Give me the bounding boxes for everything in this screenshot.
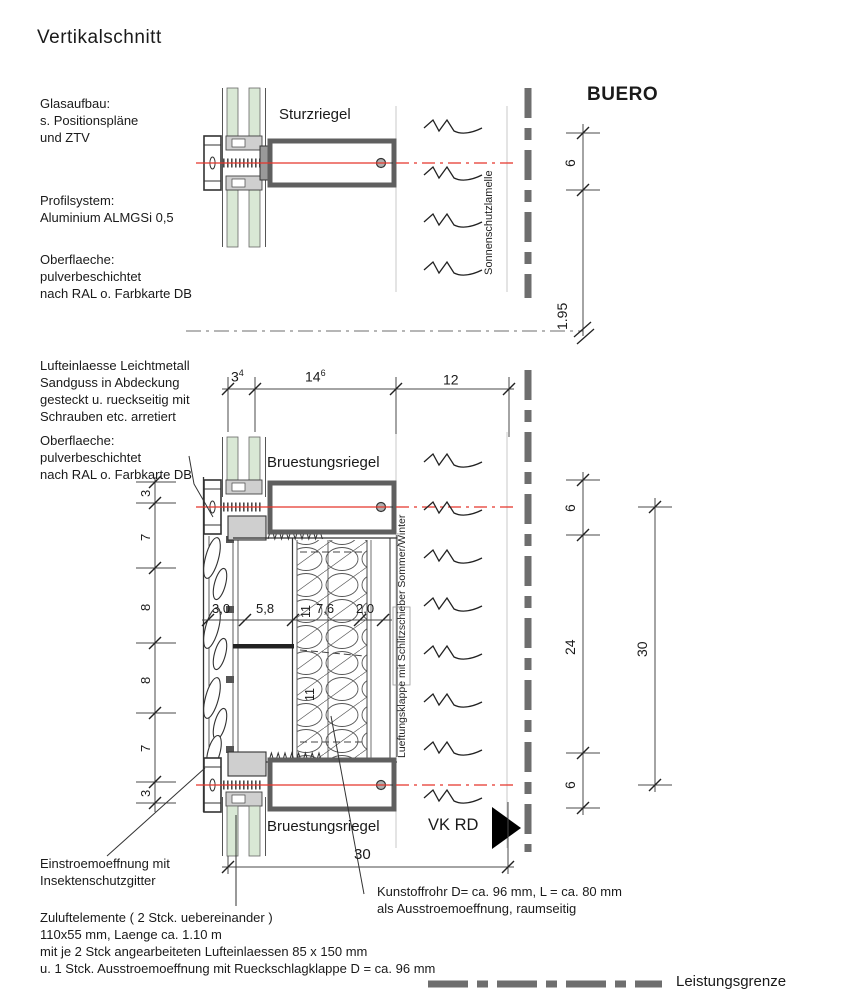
adapter-block-upper xyxy=(228,516,266,540)
dimension-right-top xyxy=(566,124,600,344)
adapter-block-lower xyxy=(228,752,266,776)
dim-left-4: 7 xyxy=(138,744,153,752)
dim-left-0: 3 xyxy=(138,489,153,497)
dim-bottom-width: 30 xyxy=(354,846,371,863)
dim-right-total: 30 xyxy=(634,641,650,657)
note-einstroemoeffnung: Einstroemoeffnung mit Insektenschutzgitter xyxy=(40,856,170,888)
dimension-chain-left xyxy=(136,476,176,812)
dim-storey: 1.95 xyxy=(554,302,570,330)
note-profilsystem: Profilsystem: Aluminium ALMGSi 0,5 xyxy=(40,193,174,225)
sturzriegel-detail xyxy=(196,88,517,247)
page-title: Vertikalschnitt xyxy=(37,27,162,48)
dim-inner-vertical-1: 11 xyxy=(303,688,317,701)
label-lueftungsklappe: Lueftungsklappe mit Schlitzschieber Sommer/Winter xyxy=(396,514,408,758)
dim-inner-3: 2,0 xyxy=(356,601,375,616)
note-kunstoffrohr: Kunstoffrohr D= ca. 96 mm, L = ca. 80 mm als Ausstroemoeffnung, raumseitig xyxy=(377,884,622,916)
note-zuluftelemente: Zuluftelemente ( 2 Stck. uebereinander ) 110x55 mm, Laenge ca. 1.10 m mit je 2 Stck angearbeiteten Lufteinlaessen 85 x 150 mm u. 1 Stck. Ausstroemoeffnung mit Rueckschlagklappe D = ca. 96 mm xyxy=(40,910,436,976)
dim-left-3: 8 xyxy=(138,676,153,684)
dim-left-1: 7 xyxy=(138,533,153,541)
label-vk-rd: VK RD xyxy=(428,816,479,834)
dimension-chain-right xyxy=(566,472,672,815)
dimension-chain-top xyxy=(222,377,515,437)
note-lufteinlaesse: Lufteinlaesse Leichtmetall Sandguss in Abdeckung gesteckt u. rueckseitig mit Schrauben etc. arretiert xyxy=(40,358,190,424)
dim-inner-1: 5,8 xyxy=(256,601,275,616)
note-glasaufbau: Glasaufbau: s. Positionspläne und ZTV xyxy=(40,96,139,145)
dim-left-2: 8 xyxy=(138,603,153,611)
label-bruestungsriegel-top: Bruestungsriegel xyxy=(267,454,380,471)
insulation-hatch xyxy=(297,540,367,760)
dim-left-5: 3 xyxy=(138,789,153,797)
dim-top-chain-0: $3^4$ xyxy=(231,368,244,385)
dim-inner-vertical-0: 11 xyxy=(299,605,313,618)
dim-top-chain-2: 12 xyxy=(443,371,459,388)
sonnenschutz-symbols-top xyxy=(424,120,482,275)
bruestung-detail xyxy=(196,437,517,856)
note-oberflaeche-mid: Oberflaeche: pulverbeschichtet nach RAL o. Farbkarte DB xyxy=(40,433,192,482)
label-leistungsgrenze: Leistungsgrenze xyxy=(676,973,787,990)
dim-top-chain-1: $14^6$ xyxy=(305,368,326,385)
dim-inner-2: 7,6 xyxy=(316,601,335,616)
dim-right-0: 6 xyxy=(562,504,578,512)
label-sonnenschutzlamelle: Sonnenschutzlamelle xyxy=(483,170,495,275)
louver-blades xyxy=(200,536,229,770)
label-sturzriegel: Sturzriegel xyxy=(279,106,351,123)
dim-top-right: 6 xyxy=(562,159,578,167)
glazing-mid xyxy=(223,437,266,497)
note-oberflaeche-top: Oberflaeche: pulverbeschichtet nach RAL o. Farbkarte DB xyxy=(40,252,192,301)
label-bruestungsriegel-bottom: Bruestungsriegel xyxy=(267,818,380,835)
dim-right-2: 6 xyxy=(562,781,578,789)
dim-inner-0: 3,0 xyxy=(212,601,231,616)
dim-right-1: 24 xyxy=(562,639,578,655)
glazing-bottom xyxy=(223,792,266,856)
label-buero: BUERO xyxy=(587,84,659,105)
